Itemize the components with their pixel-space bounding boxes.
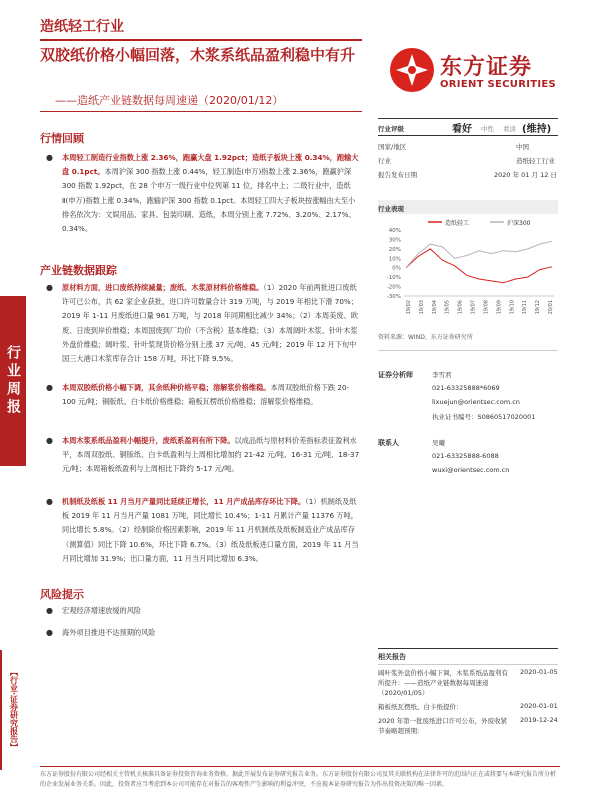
chain-1-bold: 原材料方面，进口废纸持续减量；废纸、木浆原材料价格维稳。 <box>62 283 264 292</box>
x-tick-label: 19/09 <box>496 300 503 315</box>
x-tick-label: 19/04 <box>431 300 438 315</box>
x-tick-label: 19/10 <box>509 300 516 315</box>
x-tick-label: 19/06 <box>457 300 464 315</box>
bullet-icon: ● <box>46 628 53 637</box>
contact-email[interactable]: wuxi@orientsec.com.cn <box>432 466 510 474</box>
rating-option-negative: 看淡 <box>503 125 516 133</box>
analyst-phone: 021-63325888*6069 <box>432 384 500 392</box>
market-review-paragraph <box>62 151 362 236</box>
x-tick-label: 19/07 <box>470 300 477 315</box>
chain-4-text: （1）机制纸及纸板 2019 年 11 月当月产量 1081 万吨，同比增长 10.4%；1-11 月累计产量 11376 万吨，同比增长 5.8%。（2）经制除价格因素影响，2019 年 11 月机制纸及纸板制造业产成品库存（测算值）同比下降 10.6%，环比下降 6.7%。（3）纸及纸板进口量方面，2019 年 11 月当月同比增加 31.9%；出口量方面，11 月当月同比增加 6.3%。 <box>62 497 359 563</box>
divider <box>378 648 558 649</box>
title-divider <box>40 111 362 112</box>
chain-paragraph-4 <box>62 495 362 566</box>
section-market-review: 行情回顾 <box>40 132 84 145</box>
perf-heading: 行业表现 <box>378 205 404 213</box>
section-chain-tracking: 产业链数据跟踪 <box>40 264 117 277</box>
header-divider <box>40 39 362 41</box>
analyst-name: 李雪君 <box>432 371 452 379</box>
y-tick-label: -30% <box>386 294 401 300</box>
info-key-date: 报告发布日期 <box>378 171 417 179</box>
market-review-bold: 本周轻工制造行业指数上涨 2.36%，跑赢大盘 1.92pct；造纸子板块上涨 0.34%，跑输大盘 0.1pct。 <box>62 153 359 177</box>
chain-paragraph-2 <box>62 381 362 409</box>
risk-item-1: 宏观经济增速放缓的风险 <box>62 606 142 615</box>
y-tick-label: 10% <box>388 256 401 263</box>
bullet-icon: ● <box>46 606 53 615</box>
y-tick-label: -10% <box>386 275 401 282</box>
section-risk: 风险提示 <box>40 588 84 601</box>
analyst-email[interactable]: lixuejun@orientsec.com.cn <box>432 398 520 406</box>
x-tick-label: 19/08 <box>483 300 490 315</box>
report-subtitle: ——造纸产业链数据每周速递（2020/01/12） <box>55 94 284 107</box>
x-tick-label: 20/01 <box>548 300 554 315</box>
chart-source: 资料来源：WIND、东方证券研究所 <box>378 334 473 341</box>
related-item-2[interactable]: 箱板纸瓦楞纸、白卡纸提价： <box>378 703 463 711</box>
bullet-icon: ● <box>46 283 53 292</box>
legend-label: 沪深300 <box>507 220 531 227</box>
chain-3-text: 以成品纸与原材料价差指标表征盈利水平，本周双胶纸、铜版纸、白卡纸盈利与上周相比增加约 21-42 元/吨、16-31 元/吨、18-37 元/吨；本周箱板纸盈利与上周相比下降约 5-17 元/吨。 <box>62 436 360 474</box>
bullet-icon: ● <box>46 497 53 506</box>
rating-status: (维持) <box>522 124 552 135</box>
footer-disclaimer: 东方证券股份有限公司经相关主管机关核准具备证券投资咨询业务资格，据此开展发布证券研究报告业务。东方证券股份有限公司及其关联机构在法律许可的范围内正在或将要与本研究报告所分析的企业发展业务关系。因此，投资者应当考虑到本公司可能存在对报告的客观性产生影响的利益冲突，不应视本证券研究报告为作出投资决策的唯一因素。 <box>40 771 557 788</box>
related-date-1: 2020-01-05 <box>520 668 558 676</box>
x-tick-label: 19/02 <box>406 300 412 315</box>
series-line-沪深300 <box>406 241 552 267</box>
chain-paragraph-3 <box>62 434 362 477</box>
y-tick-label: 0% <box>392 265 401 272</box>
info-key-industry: 行业 <box>378 157 391 165</box>
logo-text-en: ORIENT SECURITIES <box>440 79 557 90</box>
contact-phone: 021-63325888-6088 <box>432 452 499 460</box>
analyst-label: 证券分析师 <box>378 371 413 379</box>
divider <box>378 664 558 665</box>
contact-name: 吴曦 <box>432 439 445 447</box>
perf-head-bar <box>378 200 558 214</box>
chain-2-text: 本周双胶纸价格下跌 20-100 元/吨；铜版纸、白卡纸价格维稳；箱板瓦楞纸价格维稳；溶解浆价格维稳。 <box>62 383 350 407</box>
footer-divider <box>40 766 560 767</box>
x-tick-label: 19/05 <box>444 300 451 315</box>
market-review-text: 本周沪深 300 指数上涨 0.44%，轻工制造(申万)指数上涨 2.36%，跑赢沪深 300 指数 1.92pct，在 28 个申万一级行业中位列第 11 位，排名中上；二级行业中，造纸Ⅱ(申万)指数上涨 0.34%，跑输沪深 300 指数 0.1pct。本周轻工四大子板块按涨幅由大至小排名依次为：文娱用品、家具、包装印刷、造纸，本周分别上涨 7.72%、3.20%、2.17%、0.34%。 <box>62 167 356 234</box>
x-tick-label: 19/12 <box>535 300 542 315</box>
rating-label: 行业评级 <box>378 125 404 133</box>
bullet-icon: ● <box>46 383 53 392</box>
y-tick-label: 30% <box>388 237 401 244</box>
legend-label: 造纸轻工 <box>445 220 470 227</box>
industry-performance-chart <box>378 216 558 326</box>
orient-logo-icon <box>388 46 436 94</box>
chain-paragraph-1 <box>62 281 362 366</box>
contact-label: 联系人 <box>378 439 399 447</box>
industry-label: 造纸轻工行业 <box>40 19 124 35</box>
side-tag-weekly: 行业周报 <box>0 296 26 466</box>
chain-1-text: （1）2020 年前两批进口废纸许可已公布，共 62 家企业获批，进口许可数量合计 319 万吨，与 2019 年相比下滑 70%；2019 年 1-11 月废纸进口量 961 万吨，与 2018 年同期相比减少 34%；（2）本周美废、欧废、日废到岸价维稳；本周国废到厂均价（不含税）基本维稳；（3）本周阔叶木浆、针叶木浆外盘价维稳；阔叶浆、针叶浆现货价格分别上涨 37 元/吨、45 元/吨；2019 年 12 月下旬中国三大港口木浆库存合计 158 万吨，环比下降 9.5%。 <box>62 283 358 364</box>
related-label: 相关报告 <box>378 653 406 661</box>
related-date-2: 2020-01-01 <box>520 702 558 710</box>
bullet-icon: ● <box>46 436 53 445</box>
chain-3-bold: 本周木浆系纸品盈利小幅提升，废纸系盈利有所下降。 <box>62 436 235 445</box>
info-val-date: 2020 年 01 月 12 日 <box>494 171 557 179</box>
y-tick-label: 20% <box>388 246 401 253</box>
divider <box>378 350 558 351</box>
info-key-region: 国家/地区 <box>378 143 407 151</box>
x-tick-label: 19/03 <box>418 300 425 315</box>
side-tag-report-type: 【行业·证券研究报告】 <box>0 650 26 770</box>
chain-4-bold: 机制纸及纸板 11 月当月产量同比延续正增长，11 月产成品库存环比下降。 <box>62 497 306 506</box>
chain-2-bold: 本周双胶纸价格小幅下调，其余纸种价格平稳；溶解浆价格维稳。 <box>62 383 271 392</box>
analyst-cert: 执业证书编号：S0860517020001 <box>432 413 536 421</box>
related-item-3[interactable]: 2020 年第一批废纸进口许可公布，外废收紧节奏略超预期： <box>378 717 508 735</box>
related-date-3: 2019-12-24 <box>520 716 558 724</box>
rating-option-neutral: 中性 <box>481 125 494 133</box>
info-val-region: 中国 <box>516 143 529 151</box>
bullet-icon: ● <box>46 153 53 162</box>
y-tick-label: 40% <box>388 228 401 234</box>
y-tick-label: -20% <box>386 284 401 291</box>
info-val-industry: 造纸轻工行业 <box>516 157 555 165</box>
risk-item-2: 海外项目推进不达预期的风险 <box>62 628 156 637</box>
series-line-造纸轻工 <box>406 249 552 283</box>
related-item-1[interactable]: 阔叶浆外盘价格小幅下调，木浆系纸品盈利有所提升：——造纸产业链数据每周速递（2020/01/05） <box>378 669 508 697</box>
logo-text-cn: 东方证券 <box>440 55 533 80</box>
report-title: 双胶纸价格小幅回落，木浆系纸品盈利稳中有升 <box>40 46 356 64</box>
x-tick-label: 19/11 <box>522 300 529 315</box>
rating-value: 看好 <box>452 124 472 135</box>
